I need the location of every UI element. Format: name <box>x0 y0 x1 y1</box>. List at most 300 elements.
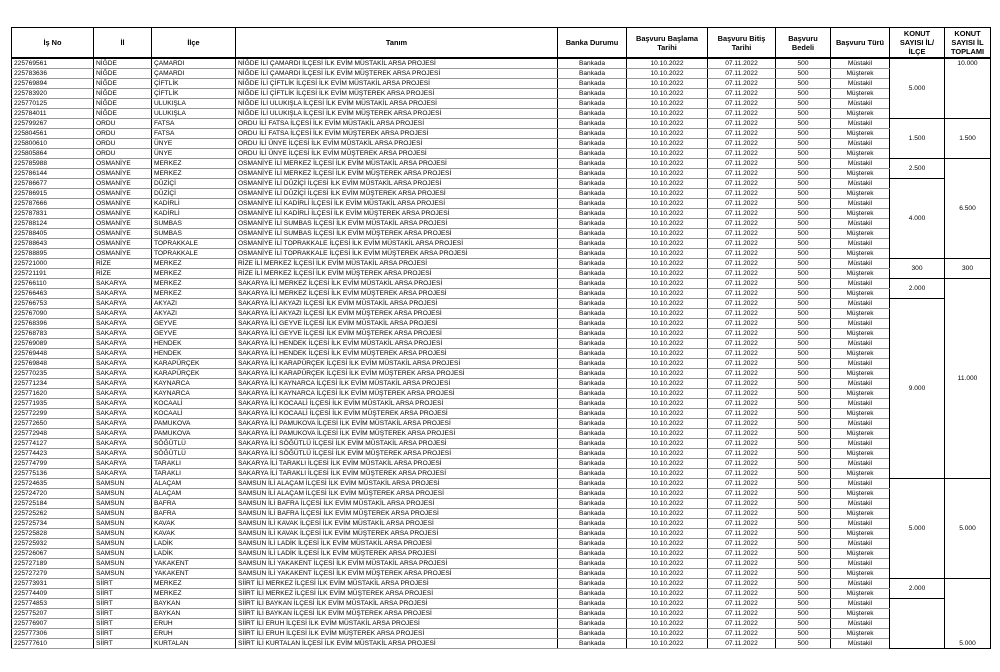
cell-is-no[interactable]: 225799267 <box>12 119 94 129</box>
cell-basvuru-turu[interactable]: Müşterek <box>831 229 890 239</box>
cell-basvuru-baslama[interactable]: 10.10.2022 <box>627 269 708 279</box>
cell-is-no[interactable]: 225788124 <box>12 219 94 229</box>
cell-basvuru-turu[interactable]: Müstakil <box>831 199 890 209</box>
cell-konut-sayisi-ilce[interactable]: 300 <box>890 259 945 279</box>
cell-basvuru-baslama[interactable]: 10.10.2022 <box>627 609 708 619</box>
cell-tanim[interactable]: SAMSUN İLİ BAFRA İLÇESİ İLK EVİM MÜŞTEREK ARSA PROJESİ <box>236 509 558 519</box>
cell-ilce[interactable]: FATSA <box>152 119 236 129</box>
cell-basvuru-baslama[interactable]: 10.10.2022 <box>627 419 708 429</box>
cell-basvuru-baslama[interactable]: 10.10.2022 <box>627 539 708 549</box>
cell-is-no[interactable]: 225773931 <box>12 579 94 589</box>
cell-is-no[interactable]: 225771935 <box>12 399 94 409</box>
cell-basvuru-bitis[interactable]: 07.11.2022 <box>708 429 776 439</box>
cell-ilce[interactable]: TOPRAKKALE <box>152 249 236 259</box>
cell-basvuru-baslama[interactable]: 10.10.2022 <box>627 239 708 249</box>
cell-is-no[interactable]: 225725828 <box>12 529 94 539</box>
cell-il[interactable]: SİİRT <box>94 599 152 609</box>
cell-banka-durumu[interactable]: Bankada <box>558 589 627 599</box>
cell-basvuru-baslama[interactable]: 10.10.2022 <box>627 179 708 189</box>
cell-basvuru-turu[interactable]: Müşterek <box>831 289 890 299</box>
cell-banka-durumu[interactable]: Bankada <box>558 509 627 519</box>
cell-basvuru-bedeli[interactable]: 500 <box>776 289 831 299</box>
cell-tanim[interactable]: OSMANİYE İLİ KADİRLİ İLÇESİ İLK EVİM MÜSTAKİL ARSA PROJESİ <box>236 199 558 209</box>
cell-banka-durumu[interactable]: Bankada <box>558 259 627 269</box>
cell-ilce[interactable]: HENDEK <box>152 339 236 349</box>
cell-basvuru-baslama[interactable]: 10.10.2022 <box>627 189 708 199</box>
cell-is-no[interactable]: 225721000 <box>12 259 94 269</box>
cell-basvuru-baslama[interactable]: 10.10.2022 <box>627 639 708 649</box>
cell-basvuru-turu[interactable]: Müşterek <box>831 129 890 139</box>
cell-il[interactable]: SAKARYA <box>94 409 152 419</box>
cell-basvuru-bedeli[interactable]: 500 <box>776 439 831 449</box>
cell-basvuru-turu[interactable]: Müşterek <box>831 389 890 399</box>
cell-tanim[interactable]: SAKARYA İLİ SÖĞÜTLÜ İLÇESİ İLK EVİM MÜSTAKİL ARSA PROJESİ <box>236 439 558 449</box>
cell-basvuru-baslama[interactable]: 10.10.2022 <box>627 249 708 259</box>
cell-basvuru-bedeli[interactable]: 500 <box>776 469 831 479</box>
cell-ilce[interactable]: SUMBAS <box>152 219 236 229</box>
cell-il[interactable]: SAKARYA <box>94 369 152 379</box>
cell-basvuru-turu[interactable]: Müşterek <box>831 629 890 639</box>
cell-tanim[interactable]: NİĞDE İLİ ÇİFTLİK İLÇESİ İLK EVİM MÜŞTEREK ARSA PROJESİ <box>236 89 558 99</box>
cell-il[interactable]: ORDU <box>94 139 152 149</box>
cell-il[interactable]: RİZE <box>94 269 152 279</box>
cell-ilce[interactable]: YAKAKENT <box>152 569 236 579</box>
cell-is-no[interactable]: 225772948 <box>12 429 94 439</box>
header-il[interactable]: İl <box>94 28 152 59</box>
cell-is-no[interactable]: 225724635 <box>12 479 94 489</box>
cell-basvuru-bedeli[interactable]: 500 <box>776 509 831 519</box>
cell-banka-durumu[interactable]: Bankada <box>558 339 627 349</box>
cell-ilce[interactable]: ALAÇAM <box>152 479 236 489</box>
header-tanim[interactable]: Tanım <box>236 28 558 59</box>
cell-basvuru-turu[interactable]: Müşterek <box>831 429 890 439</box>
cell-banka-durumu[interactable]: Bankada <box>558 539 627 549</box>
cell-basvuru-baslama[interactable]: 10.10.2022 <box>627 499 708 509</box>
cell-basvuru-baslama[interactable]: 10.10.2022 <box>627 599 708 609</box>
cell-basvuru-baslama[interactable]: 10.10.2022 <box>627 409 708 419</box>
cell-ilce[interactable]: TOPRAKKALE <box>152 239 236 249</box>
cell-konut-sayisi-ilce[interactable]: 2.000 <box>890 279 945 299</box>
cell-basvuru-turu[interactable]: Müstakil <box>831 639 890 649</box>
cell-il[interactable]: SİİRT <box>94 639 152 649</box>
header-is-no[interactable]: İş No <box>12 28 94 59</box>
cell-is-no[interactable]: 225776907 <box>12 619 94 629</box>
cell-is-no[interactable]: 225774423 <box>12 449 94 459</box>
cell-tanim[interactable]: ORDU İLİ FATSA İLÇESİ İLK EVİM MÜŞTEREK ARSA PROJESİ <box>236 129 558 139</box>
header-basvuru-bedeli[interactable]: Başvuru Bedeli <box>776 28 831 59</box>
cell-is-no[interactable]: 225726067 <box>12 549 94 559</box>
cell-basvuru-bitis[interactable]: 07.11.2022 <box>708 639 776 649</box>
cell-il[interactable]: ORDU <box>94 149 152 159</box>
cell-il[interactable]: SAKARYA <box>94 279 152 289</box>
cell-basvuru-baslama[interactable]: 10.10.2022 <box>627 89 708 99</box>
cell-ilce[interactable]: BAYKAN <box>152 599 236 609</box>
cell-ilce[interactable]: KAVAK <box>152 529 236 539</box>
cell-basvuru-turu[interactable]: Müşterek <box>831 509 890 519</box>
cell-il[interactable]: SAMSUN <box>94 509 152 519</box>
cell-basvuru-bedeli[interactable]: 500 <box>776 429 831 439</box>
cell-tanim[interactable]: SİİRT İLİ MERKEZ İLÇESİ İLK EVİM MÜŞTEREK ARSA PROJESİ <box>236 589 558 599</box>
cell-basvuru-bedeli[interactable]: 500 <box>776 179 831 189</box>
cell-basvuru-baslama[interactable]: 10.10.2022 <box>627 339 708 349</box>
cell-banka-durumu[interactable]: Bankada <box>558 309 627 319</box>
cell-basvuru-bitis[interactable]: 07.11.2022 <box>708 229 776 239</box>
cell-basvuru-bedeli[interactable]: 500 <box>776 569 831 579</box>
cell-banka-durumu[interactable]: Bankada <box>558 349 627 359</box>
cell-ilce[interactable]: MERKEZ <box>152 259 236 269</box>
cell-ilce[interactable]: TARAKLI <box>152 469 236 479</box>
cell-basvuru-baslama[interactable]: 10.10.2022 <box>627 349 708 359</box>
cell-basvuru-bedeli[interactable]: 500 <box>776 389 831 399</box>
cell-tanim[interactable]: SAKARYA İLİ PAMUKOVA İLÇESİ İLK EVİM MÜŞTEREK ARSA PROJESİ <box>236 429 558 439</box>
cell-is-no[interactable]: 225788895 <box>12 249 94 259</box>
cell-basvuru-turu[interactable]: Müşterek <box>831 489 890 499</box>
cell-tanim[interactable]: SAMSUN İLİ YAKAKENT İLÇESİ İLK EVİM MÜŞTEREK ARSA PROJESİ <box>236 569 558 579</box>
cell-tanim[interactable]: SAKARYA İLİ MERKEZ İLÇESİ İLK EVİM MÜŞTEREK ARSA PROJESİ <box>236 289 558 299</box>
cell-basvuru-baslama[interactable]: 10.10.2022 <box>627 209 708 219</box>
cell-basvuru-bitis[interactable]: 07.11.2022 <box>708 409 776 419</box>
cell-banka-durumu[interactable]: Bankada <box>558 379 627 389</box>
cell-ilce[interactable]: ERUH <box>152 629 236 639</box>
cell-basvuru-baslama[interactable]: 10.10.2022 <box>627 169 708 179</box>
cell-basvuru-bitis[interactable]: 07.11.2022 <box>708 129 776 139</box>
cell-tanim[interactable]: OSMANİYE İLİ TOPRAKKALE İLÇESİ İLK EVİM MÜŞTEREK ARSA PROJESİ <box>236 249 558 259</box>
cell-banka-durumu[interactable]: Bankada <box>558 399 627 409</box>
cell-is-no[interactable]: 225787831 <box>12 209 94 219</box>
cell-basvuru-turu[interactable]: Müşterek <box>831 569 890 579</box>
cell-il[interactable]: SAMSUN <box>94 569 152 579</box>
cell-basvuru-turu[interactable]: Müşterek <box>831 89 890 99</box>
cell-basvuru-bedeli[interactable]: 500 <box>776 589 831 599</box>
cell-il[interactable]: SAKARYA <box>94 349 152 359</box>
cell-is-no[interactable]: 225777306 <box>12 629 94 639</box>
cell-basvuru-turu[interactable]: Müşterek <box>831 149 890 159</box>
cell-konut-sayisi-ilce[interactable]: 2.500 <box>890 159 945 179</box>
cell-il[interactable]: SAKARYA <box>94 379 152 389</box>
cell-il[interactable]: SAKARYA <box>94 449 152 459</box>
cell-banka-durumu[interactable]: Bankada <box>558 609 627 619</box>
cell-basvuru-turu[interactable]: Müstakil <box>831 279 890 289</box>
cell-is-no[interactable]: 225766110 <box>12 279 94 289</box>
cell-basvuru-baslama[interactable]: 10.10.2022 <box>627 139 708 149</box>
cell-basvuru-turu[interactable]: Müstakil <box>831 419 890 429</box>
cell-basvuru-bitis[interactable]: 07.11.2022 <box>708 589 776 599</box>
cell-tanim[interactable]: NİĞDE İLİ ULUKIŞLA İLÇESİ İLK EVİM MÜSTAKİL ARSA PROJESİ <box>236 99 558 109</box>
cell-banka-durumu[interactable]: Bankada <box>558 159 627 169</box>
cell-banka-durumu[interactable]: Bankada <box>558 109 627 119</box>
cell-ilce[interactable]: YAKAKENT <box>152 559 236 569</box>
cell-basvuru-bitis[interactable]: 07.11.2022 <box>708 399 776 409</box>
cell-ilce[interactable]: PAMUKOVA <box>152 429 236 439</box>
cell-banka-durumu[interactable]: Bankada <box>558 439 627 449</box>
cell-basvuru-baslama[interactable]: 10.10.2022 <box>627 579 708 589</box>
cell-basvuru-bedeli[interactable]: 500 <box>776 489 831 499</box>
cell-ilce[interactable]: ULUKIŞLA <box>152 109 236 119</box>
cell-basvuru-bedeli[interactable]: 500 <box>776 379 831 389</box>
cell-ilce[interactable]: ÇAMARDI <box>152 58 236 69</box>
cell-basvuru-bedeli[interactable]: 500 <box>776 399 831 409</box>
cell-basvuru-bedeli[interactable]: 500 <box>776 349 831 359</box>
cell-basvuru-bitis[interactable]: 07.11.2022 <box>708 319 776 329</box>
cell-tanim[interactable]: ORDU İLİ FATSA İLÇESİ İLK EVİM MÜSTAKİL ARSA PROJESİ <box>236 119 558 129</box>
cell-is-no[interactable]: 225775136 <box>12 469 94 479</box>
cell-il[interactable]: SAMSUN <box>94 549 152 559</box>
cell-tanim[interactable]: SAMSUN İLİ LADİK İLÇESİ İLK EVİM MÜSTAKİL ARSA PROJESİ <box>236 539 558 549</box>
cell-basvuru-turu[interactable]: Müstakil <box>831 339 890 349</box>
cell-il[interactable]: SAMSUN <box>94 539 152 549</box>
cell-ilce[interactable]: KAVAK <box>152 519 236 529</box>
cell-basvuru-baslama[interactable]: 10.10.2022 <box>627 449 708 459</box>
cell-ilce[interactable]: KARAPÜRÇEK <box>152 359 236 369</box>
cell-tanim[interactable]: SAKARYA İLİ TARAKLI İLÇESİ İLK EVİM MÜŞTEREK ARSA PROJESİ <box>236 469 558 479</box>
cell-banka-durumu[interactable]: Bankada <box>558 139 627 149</box>
cell-basvuru-baslama[interactable]: 10.10.2022 <box>627 129 708 139</box>
cell-il[interactable]: NİĞDE <box>94 109 152 119</box>
cell-basvuru-bitis[interactable]: 07.11.2022 <box>708 379 776 389</box>
cell-tanim[interactable]: SAKARYA İLİ GEYVE İLÇESİ İLK EVİM MÜSTAKİL ARSA PROJESİ <box>236 319 558 329</box>
cell-basvuru-turu[interactable]: Müşterek <box>831 329 890 339</box>
cell-il[interactable]: NİĞDE <box>94 89 152 99</box>
cell-is-no[interactable]: 225786677 <box>12 179 94 189</box>
cell-is-no[interactable]: 225774853 <box>12 599 94 609</box>
cell-ilce[interactable]: MERKEZ <box>152 279 236 289</box>
cell-ilce[interactable]: DÜZİÇİ <box>152 189 236 199</box>
cell-basvuru-baslama[interactable]: 10.10.2022 <box>627 329 708 339</box>
cell-banka-durumu[interactable]: Bankada <box>558 449 627 459</box>
cell-is-no[interactable]: 225771620 <box>12 389 94 399</box>
cell-basvuru-bedeli[interactable]: 500 <box>776 89 831 99</box>
cell-basvuru-bedeli[interactable]: 500 <box>776 319 831 329</box>
cell-basvuru-bedeli[interactable]: 500 <box>776 309 831 319</box>
cell-is-no[interactable]: 225772650 <box>12 419 94 429</box>
cell-banka-durumu[interactable]: Bankada <box>558 479 627 489</box>
cell-basvuru-bedeli[interactable]: 500 <box>776 259 831 269</box>
cell-basvuru-bedeli[interactable]: 500 <box>776 409 831 419</box>
cell-basvuru-turu[interactable]: Müşterek <box>831 69 890 79</box>
cell-basvuru-bitis[interactable]: 07.11.2022 <box>708 89 776 99</box>
cell-basvuru-baslama[interactable]: 10.10.2022 <box>627 589 708 599</box>
cell-tanim[interactable]: SAMSUN İLİ ALAÇAM İLÇESİ İLK EVİM MÜSTAKİL ARSA PROJESİ <box>236 479 558 489</box>
cell-basvuru-bedeli[interactable]: 500 <box>776 149 831 159</box>
cell-tanim[interactable]: OSMANİYE İLİ TOPRAKKALE İLÇESİ İLK EVİM MÜSTAKİL ARSA PROJESİ <box>236 239 558 249</box>
cell-konut-sayisi-toplam[interactable]: 5.000 <box>945 479 991 579</box>
cell-basvuru-baslama[interactable]: 10.10.2022 <box>627 289 708 299</box>
cell-basvuru-bitis[interactable]: 07.11.2022 <box>708 519 776 529</box>
cell-il[interactable]: ORDU <box>94 119 152 129</box>
cell-konut-sayisi-toplam[interactable]: 6.500 <box>945 159 991 259</box>
cell-tanim[interactable]: SAKARYA İLİ MERKEZ İLÇESİ İLK EVİM MÜSTAKİL ARSA PROJESİ <box>236 279 558 289</box>
cell-tanim[interactable]: OSMANİYE İLİ SUMBAS İLÇESİ İLK EVİM MÜSTAKİL ARSA PROJESİ <box>236 219 558 229</box>
cell-is-no[interactable]: 225784011 <box>12 109 94 119</box>
cell-ilce[interactable]: MERKEZ <box>152 269 236 279</box>
cell-il[interactable]: SAMSUN <box>94 499 152 509</box>
cell-basvuru-turu[interactable]: Müşterek <box>831 309 890 319</box>
cell-is-no[interactable]: 225769089 <box>12 339 94 349</box>
cell-basvuru-bedeli[interactable]: 500 <box>776 609 831 619</box>
cell-basvuru-bitis[interactable]: 07.11.2022 <box>708 289 776 299</box>
cell-basvuru-bitis[interactable]: 07.11.2022 <box>708 609 776 619</box>
cell-banka-durumu[interactable]: Bankada <box>558 619 627 629</box>
cell-ilce[interactable]: MERKEZ <box>152 589 236 599</box>
cell-is-no[interactable]: 225766753 <box>12 299 94 309</box>
cell-il[interactable]: OSMANİYE <box>94 169 152 179</box>
cell-is-no[interactable]: 225783636 <box>12 69 94 79</box>
cell-basvuru-bitis[interactable]: 07.11.2022 <box>708 579 776 589</box>
cell-ilce[interactable]: KURTALAN <box>152 639 236 649</box>
cell-basvuru-bitis[interactable]: 07.11.2022 <box>708 199 776 209</box>
cell-tanim[interactable]: SAMSUN İLİ KAVAK İLÇESİ İLK EVİM MÜŞTEREK ARSA PROJESİ <box>236 529 558 539</box>
cell-basvuru-baslama[interactable]: 10.10.2022 <box>627 279 708 289</box>
cell-basvuru-turu[interactable]: Müstakil <box>831 619 890 629</box>
cell-is-no[interactable]: 225772299 <box>12 409 94 419</box>
cell-basvuru-turu[interactable]: Müstakil <box>831 359 890 369</box>
cell-il[interactable]: OSMANİYE <box>94 249 152 259</box>
cell-il[interactable]: OSMANİYE <box>94 159 152 169</box>
cell-il[interactable]: SAKARYA <box>94 309 152 319</box>
cell-basvuru-bitis[interactable]: 07.11.2022 <box>708 599 776 609</box>
cell-basvuru-turu[interactable]: Müşterek <box>831 469 890 479</box>
cell-basvuru-baslama[interactable]: 10.10.2022 <box>627 519 708 529</box>
cell-is-no[interactable]: 225725262 <box>12 509 94 519</box>
cell-banka-durumu[interactable]: Bankada <box>558 279 627 289</box>
cell-basvuru-bitis[interactable]: 07.11.2022 <box>708 389 776 399</box>
cell-basvuru-turu[interactable]: Müstakil <box>831 139 890 149</box>
cell-tanim[interactable]: SAMSUN İLİ LADİK İLÇESİ İLK EVİM MÜŞTEREK ARSA PROJESİ <box>236 549 558 559</box>
cell-banka-durumu[interactable]: Bankada <box>558 99 627 109</box>
cell-tanim[interactable]: SAKARYA İLİ KAYNARCA İLÇESİ İLK EVİM MÜSTAKİL ARSA PROJESİ <box>236 379 558 389</box>
cell-banka-durumu[interactable]: Bankada <box>558 229 627 239</box>
cell-tanim[interactable]: NİĞDE İLİ ÇİFTLİK İLÇESİ İLK EVİM MÜSTAKİL ARSA PROJESİ <box>236 79 558 89</box>
cell-il[interactable]: NİĞDE <box>94 58 152 69</box>
cell-basvuru-bedeli[interactable]: 500 <box>776 449 831 459</box>
cell-banka-durumu[interactable]: Bankada <box>558 79 627 89</box>
cell-basvuru-bedeli[interactable]: 500 <box>776 619 831 629</box>
cell-ilce[interactable]: BAFRA <box>152 499 236 509</box>
cell-basvuru-baslama[interactable]: 10.10.2022 <box>627 109 708 119</box>
cell-basvuru-bedeli[interactable]: 500 <box>776 69 831 79</box>
cell-ilce[interactable]: GEYVE <box>152 329 236 339</box>
cell-banka-durumu[interactable]: Bankada <box>558 249 627 259</box>
cell-banka-durumu[interactable]: Bankada <box>558 289 627 299</box>
cell-basvuru-bitis[interactable]: 07.11.2022 <box>708 539 776 549</box>
cell-banka-durumu[interactable]: Bankada <box>558 119 627 129</box>
cell-basvuru-bedeli[interactable]: 500 <box>776 199 831 209</box>
cell-konut-sayisi-ilce[interactable]: 5.000 <box>890 58 945 119</box>
cell-ilce[interactable]: ÜNYE <box>152 149 236 159</box>
cell-konut-sayisi-toplam[interactable]: 1.500 <box>945 119 991 159</box>
cell-ilce[interactable]: HENDEK <box>152 349 236 359</box>
cell-is-no[interactable]: 225788405 <box>12 229 94 239</box>
cell-basvuru-baslama[interactable]: 10.10.2022 <box>627 369 708 379</box>
cell-basvuru-baslama[interactable]: 10.10.2022 <box>627 509 708 519</box>
cell-banka-durumu[interactable]: Bankada <box>558 569 627 579</box>
cell-il[interactable]: SAKARYA <box>94 299 152 309</box>
cell-basvuru-bitis[interactable]: 07.11.2022 <box>708 359 776 369</box>
cell-basvuru-bitis[interactable]: 07.11.2022 <box>708 179 776 189</box>
cell-is-no[interactable]: 225786144 <box>12 169 94 179</box>
cell-basvuru-baslama[interactable]: 10.10.2022 <box>627 629 708 639</box>
cell-is-no[interactable]: 225725734 <box>12 519 94 529</box>
cell-basvuru-turu[interactable]: Müstakil <box>831 459 890 469</box>
cell-ilce[interactable]: KOCAALİ <box>152 409 236 419</box>
cell-banka-durumu[interactable]: Bankada <box>558 519 627 529</box>
cell-tanim[interactable]: SAKARYA İLİ AKYAZI İLÇESİ İLK EVİM MÜŞTEREK ARSA PROJESİ <box>236 309 558 319</box>
cell-tanim[interactable]: ORDU İLİ ÜNYE İLÇESİ İLK EVİM MÜŞTEREK ARSA PROJESİ <box>236 149 558 159</box>
cell-tanim[interactable]: NİĞDE İLİ ULUKIŞLA İLÇESİ İLK EVİM MÜŞTEREK ARSA PROJESİ <box>236 109 558 119</box>
cell-basvuru-bitis[interactable]: 07.11.2022 <box>708 449 776 459</box>
cell-basvuru-bedeli[interactable]: 500 <box>776 139 831 149</box>
header-konut-sayisi-toplam[interactable]: KONUT SAYISI İL TOPLAMI <box>945 28 991 59</box>
cell-konut-sayisi-ilce[interactable]: 9.000 <box>890 299 945 479</box>
cell-ilce[interactable]: AKYAZI <box>152 309 236 319</box>
cell-ilce[interactable]: ÇİFTLİK <box>152 89 236 99</box>
cell-basvuru-bitis[interactable]: 07.11.2022 <box>708 619 776 629</box>
cell-basvuru-turu[interactable]: Müşterek <box>831 369 890 379</box>
cell-tanim[interactable]: SAKARYA İLİ SÖĞÜTLÜ İLÇESİ İLK EVİM MÜŞTEREK ARSA PROJESİ <box>236 449 558 459</box>
cell-basvuru-baslama[interactable]: 10.10.2022 <box>627 469 708 479</box>
cell-banka-durumu[interactable]: Bankada <box>558 429 627 439</box>
cell-ilce[interactable]: MERKEZ <box>152 169 236 179</box>
cell-banka-durumu[interactable]: Bankada <box>558 219 627 229</box>
cell-basvuru-bedeli[interactable]: 500 <box>776 579 831 589</box>
cell-ilce[interactable]: AKYAZI <box>152 299 236 309</box>
cell-is-no[interactable]: 225768783 <box>12 329 94 339</box>
cell-tanim[interactable]: SİİRT İLİ BAYKAN İLÇESİ İLK EVİM MÜSTAKİL ARSA PROJESİ <box>236 599 558 609</box>
cell-il[interactable]: SAMSUN <box>94 479 152 489</box>
cell-ilce[interactable]: ERUH <box>152 619 236 629</box>
cell-is-no[interactable]: 225724720 <box>12 489 94 499</box>
cell-banka-durumu[interactable]: Bankada <box>558 129 627 139</box>
cell-banka-durumu[interactable]: Bankada <box>558 469 627 479</box>
cell-basvuru-bitis[interactable]: 07.11.2022 <box>708 139 776 149</box>
cell-basvuru-bitis[interactable]: 07.11.2022 <box>708 279 776 289</box>
cell-konut-sayisi-toplam[interactable]: 10.000 <box>945 58 991 119</box>
cell-tanim[interactable]: SAKARYA İLİ KOCAALİ İLÇESİ İLK EVİM MÜSTAKİL ARSA PROJESİ <box>236 399 558 409</box>
cell-is-no[interactable]: 225777610 <box>12 639 94 649</box>
cell-basvuru-bedeli[interactable]: 500 <box>776 269 831 279</box>
cell-ilce[interactable]: ÜNYE <box>152 139 236 149</box>
cell-il[interactable]: SİİRT <box>94 589 152 599</box>
cell-basvuru-turu[interactable]: Müstakil <box>831 99 890 109</box>
cell-banka-durumu[interactable]: Bankada <box>558 189 627 199</box>
cell-basvuru-turu[interactable]: Müşterek <box>831 529 890 539</box>
cell-basvuru-baslama[interactable]: 10.10.2022 <box>627 559 708 569</box>
cell-ilce[interactable]: MERKEZ <box>152 289 236 299</box>
cell-ilce[interactable]: ÇAMARDI <box>152 69 236 79</box>
cell-is-no[interactable]: 225770125 <box>12 99 94 109</box>
cell-tanim[interactable]: ORDU İLİ ÜNYE İLÇESİ İLK EVİM MÜSTAKİL ARSA PROJESİ <box>236 139 558 149</box>
cell-basvuru-turu[interactable]: Müstakil <box>831 499 890 509</box>
cell-basvuru-turu[interactable]: Müşterek <box>831 449 890 459</box>
cell-tanim[interactable]: OSMANİYE İLİ KADİRLİ İLÇESİ İLK EVİM MÜŞTEREK ARSA PROJESİ <box>236 209 558 219</box>
cell-banka-durumu[interactable]: Bankada <box>558 329 627 339</box>
cell-tanim[interactable]: SİİRT İLİ KURTALAN İLÇESİ İLK EVİM MÜSTAKİL ARSA PROJESİ <box>236 639 558 649</box>
cell-ilce[interactable]: MERKEZ <box>152 579 236 589</box>
cell-konut-sayisi-toplam[interactable]: 5.000 <box>945 579 991 649</box>
cell-banka-durumu[interactable]: Bankada <box>558 629 627 639</box>
cell-tanim[interactable]: OSMANİYE İLİ MERKEZ İLÇESİ İLK EVİM MÜŞTEREK ARSA PROJESİ <box>236 169 558 179</box>
cell-basvuru-turu[interactable]: Müşterek <box>831 609 890 619</box>
cell-basvuru-bedeli[interactable]: 500 <box>776 229 831 239</box>
cell-basvuru-turu[interactable]: Müstakil <box>831 439 890 449</box>
cell-banka-durumu[interactable]: Bankada <box>558 149 627 159</box>
cell-basvuru-bedeli[interactable]: 500 <box>776 519 831 529</box>
cell-basvuru-turu[interactable]: Müşterek <box>831 409 890 419</box>
cell-ilce[interactable]: KADİRLİ <box>152 209 236 219</box>
cell-banka-durumu[interactable]: Bankada <box>558 58 627 69</box>
cell-is-no[interactable]: 225766463 <box>12 289 94 299</box>
cell-banka-durumu[interactable]: Bankada <box>558 579 627 589</box>
